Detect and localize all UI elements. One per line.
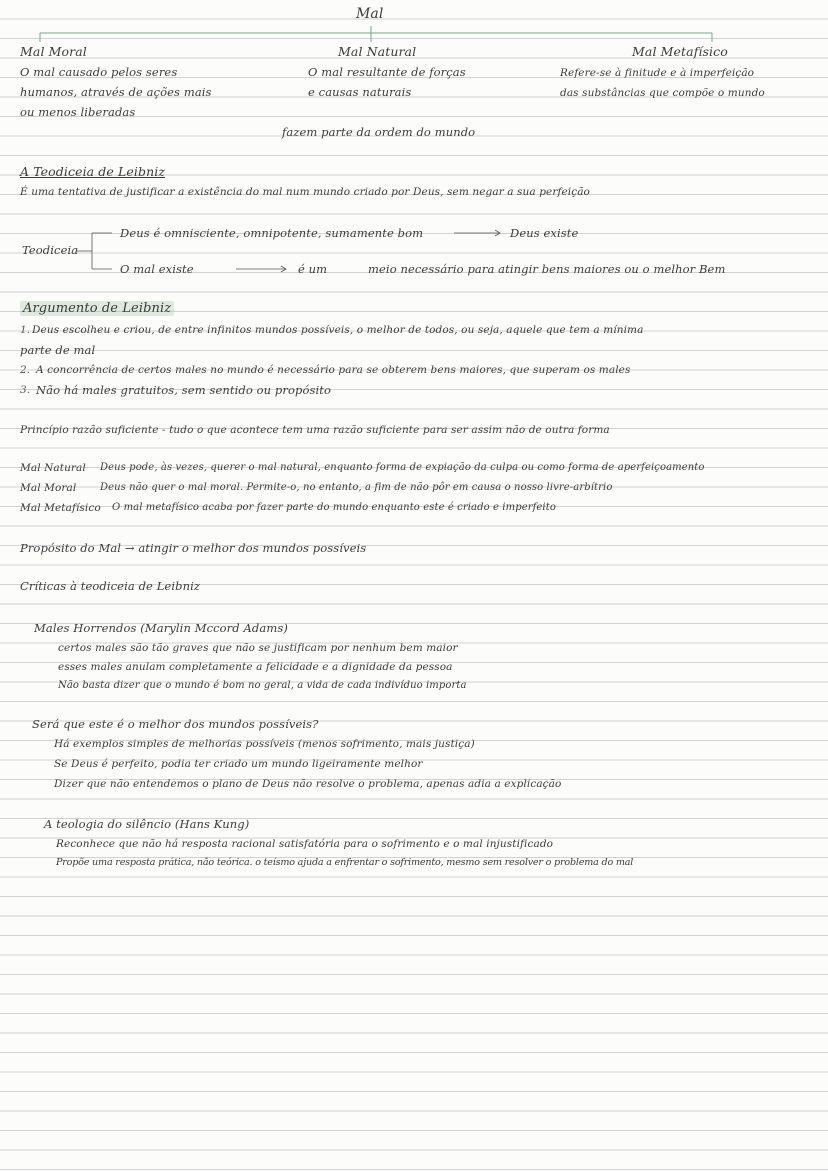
- teodiceia-branch-1-result: Deus existe: [510, 226, 579, 240]
- principio-razao: Princípio razão suficiente - tudo o que acontece tem uma razão suficiente para ser assim não de outra forma: [20, 424, 610, 436]
- mal-natural-label: Mal Natural: [338, 44, 417, 59]
- argumento-heading-text: Argumento de Leibniz: [20, 301, 174, 316]
- mal-row-label: Mal Natural: [20, 462, 86, 474]
- mal-moral-line: O mal causado pelos seres: [20, 65, 178, 79]
- mal-row-text: Deus não quer o mal moral. Permite-o, no entanto, a fim de não pôr em causa o nosso livre-arbítrio: [100, 482, 613, 493]
- mal-moral-line: ou menos liberadas: [20, 105, 136, 119]
- proposito-mal: Propósito do Mal → atingir o melhor dos mundos possíveis: [20, 541, 367, 555]
- mal-row-label: Mal Moral: [20, 482, 77, 494]
- critica-1-heading: Males Horrendos (Marylin Mccord Adams): [34, 621, 288, 635]
- mal-metafisico-label: Mal Metafísico: [632, 44, 728, 59]
- criticas-heading: Críticas à teodiceia de Leibniz: [20, 579, 201, 593]
- mal-row-text: Deus pode, às vezes, querer o mal natural, enquanto forma de expiação da culpa ou como forma de aperfeiçoamento: [100, 462, 705, 473]
- teodiceia-heading: A Teodiceia de Leibniz: [20, 164, 166, 179]
- teodiceia-definition: É uma tentativa de justificar a existência do mal num mundo criado por Deus, sem negar a sua perfeição: [20, 186, 590, 198]
- mal-row-text: O mal metafísico acaba por fazer parte do mundo enquanto este é criado e imperfeito: [112, 502, 556, 513]
- critica-1-line: Não basta dizer que o mundo é bom no geral, a vida de cada indivíduo importa: [58, 680, 467, 691]
- critica-2-line: Se Deus é perfeito, podia ter criado um mundo ligeiramente melhor: [54, 758, 423, 770]
- critica-2-line: Há exemplos simples de melhorias possíveis (menos sofrimento, mais justiça): [54, 738, 475, 750]
- argumento-item: Deus escolheu e criou, de entre infinitos mundos possíveis, o melhor de todos, ou seja, aquele que tem a mínima: [32, 324, 644, 336]
- mal-metafisico-line: das substâncias que compõe o mundo: [560, 87, 765, 99]
- critica-1-line: certos males são tão graves que não se justificam por nenhum bem maior: [58, 642, 458, 654]
- argumento-heading: [20, 301, 174, 317]
- argumento-item-num: 3.: [20, 384, 31, 396]
- argumento-item: parte de mal: [20, 343, 96, 357]
- mal-metafisico-line: Refere-se à finitude e à imperfeição: [560, 67, 755, 79]
- teodiceia-branch-2a: O mal existe: [120, 262, 194, 276]
- critica-3-line: Reconhece que não há resposta racional satisfatória para o sofrimento e o mal injustificado: [56, 838, 554, 850]
- critica-2-line: Dizer que não entendemos o plano de Deus não resolve o problema, apenas adia a explicação: [54, 778, 562, 790]
- teodiceia-branch-2b: é um: [298, 262, 328, 276]
- argumento-item: A concorrência de certos males no mundo é necessário para se obterem bens maiores, que superam os males: [36, 364, 631, 376]
- argumento-item-num: 2.: [20, 364, 31, 376]
- mal-moral-label: Mal Moral: [20, 44, 87, 59]
- mal-natural-line: e causas naturais: [308, 85, 412, 99]
- critica-3-heading: A teologia do silêncio (Hans Kung): [44, 817, 250, 831]
- ordem-note: fazem parte da ordem do mundo: [282, 125, 476, 139]
- mal-natural-line: O mal resultante de forças: [308, 65, 466, 79]
- teodiceia-branch-1: Deus é omnisciente, omnipotente, sumamente bom: [120, 226, 424, 240]
- mal-moral-line: humanos, através de ações mais: [20, 85, 212, 99]
- teodiceia-label: Teodiceia: [22, 243, 79, 257]
- critica-3-line: Propõe uma resposta prática, não teórica. o teísmo ajuda a enfrentar o sofrimento, mesmo sem resolver o problema do mal: [56, 857, 634, 868]
- critica-1-line: esses males anulam completamente a felicidade e a dignidade da pessoa: [58, 661, 453, 673]
- critica-2-heading: Será que este é o melhor dos mundos possíveis?: [32, 717, 319, 731]
- teodiceia-branch-2c: meio necessário para atingir bens maiores ou o melhor Bem: [368, 262, 726, 276]
- page-title: Mal: [356, 6, 384, 22]
- argumento-item-num: 1.: [20, 324, 31, 336]
- mal-row-label: Mal Metafísico: [20, 502, 101, 514]
- argumento-item: Não há males gratuitos, sem sentido ou propósito: [36, 383, 331, 397]
